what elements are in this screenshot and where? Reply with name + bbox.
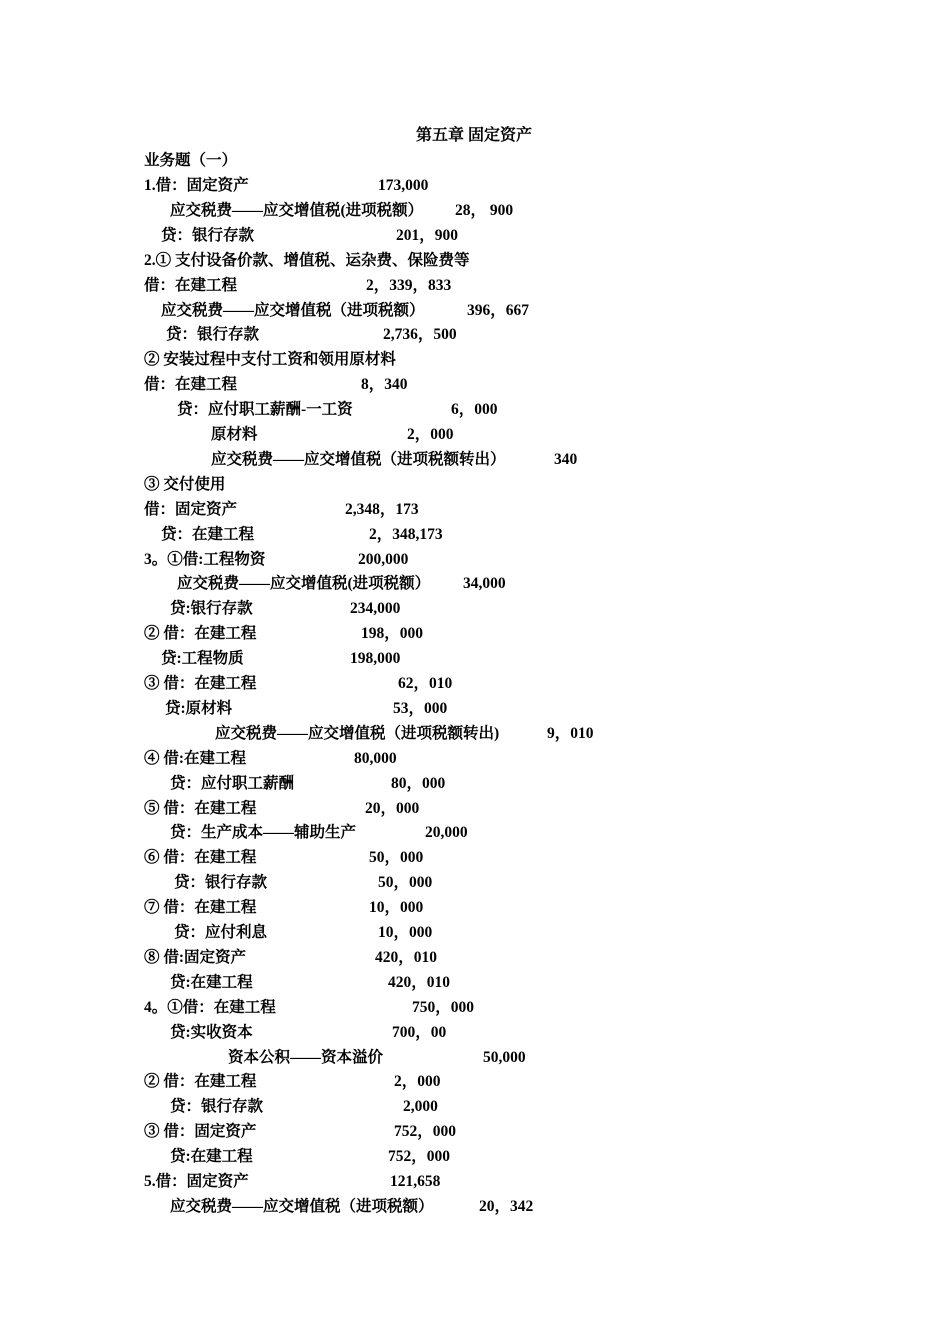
entry-account: ⑤ 借：在建工程 <box>144 800 257 817</box>
entry-account: 贷:工程物质 <box>161 650 244 667</box>
entry-account: 应交税费——应交增值税（进项税额转出） <box>211 451 506 468</box>
entry-account: 贷：银行存款 <box>174 874 268 891</box>
page-title: 第五章 固定资产 <box>416 127 533 144</box>
entry-amount: 28， 900 <box>455 202 514 219</box>
entry-account: 资本公积——资本溢价 <box>228 1049 384 1066</box>
entry-account: 贷:原材料 <box>165 700 233 717</box>
entry-account: 贷：生产成本——辅助生产 <box>170 824 357 841</box>
entry-account: 原材料 <box>211 426 258 443</box>
entry-amount: 8，340 <box>361 376 408 393</box>
entry-account: ⑥ 借：在建工程 <box>144 849 257 866</box>
entry-account: 贷:在建工程 <box>170 974 253 991</box>
entry-amount: 20,000 <box>425 824 468 841</box>
entry-account: ③ 借：在建工程 <box>144 675 257 692</box>
entry-account: 应交税费——应交增值税（进项税额） <box>170 1198 434 1215</box>
entry-account: 应交税费——应交增值税(进项税额） <box>177 575 431 592</box>
entry-amount: 62，010 <box>398 675 453 692</box>
entry-account: 3。①借:工程物资 <box>144 551 266 568</box>
entry-amount: 340 <box>554 451 578 468</box>
entry-account: 贷：银行存款 <box>166 326 260 343</box>
entry-account: 5.借：固定资产 <box>144 1173 249 1190</box>
entry-account: 2.① 支付设备价款、增值税、运杂费、保险费等 <box>144 252 470 269</box>
entry-amount: 2，339，833 <box>366 277 452 294</box>
entry-amount: 10，000 <box>369 899 424 916</box>
entry-amount: 200,000 <box>358 551 409 568</box>
entry-account: ⑧ 借:固定资产 <box>144 949 247 966</box>
entry-amount: 2，000 <box>407 426 454 443</box>
entry-account: 借：在建工程 <box>144 376 238 393</box>
entry-account: ② 借：在建工程 <box>144 625 257 642</box>
entry-account: 贷：银行存款 <box>170 1098 264 1115</box>
entry-amount: 234,000 <box>350 600 401 617</box>
entry-account: 贷：应付利息 <box>174 924 268 941</box>
entry-amount: 20，342 <box>479 1198 534 1215</box>
entry-amount: 396，667 <box>467 302 530 319</box>
entry-account: 应交税费——应交增值税(进项税额） <box>170 202 424 219</box>
entry-amount: 20，000 <box>365 800 420 817</box>
entry-account: 贷：应付职工薪酬-一工资 <box>177 401 353 418</box>
entry-amount: 2,000 <box>403 1098 438 1115</box>
entry-amount: 50，000 <box>378 874 433 891</box>
entry-account: 借：固定资产 <box>144 501 238 518</box>
entry-amount: 2,348，173 <box>345 501 419 518</box>
entry-account: 借：在建工程 <box>144 277 238 294</box>
entry-amount: 750，000 <box>412 999 475 1016</box>
entry-amount: 752，000 <box>394 1123 457 1140</box>
entry-account: ⑦ 借：在建工程 <box>144 899 257 916</box>
entry-account: 贷:银行存款 <box>170 600 253 617</box>
entry-amount: 198，000 <box>361 625 424 642</box>
entry-amount: 80，000 <box>391 775 446 792</box>
entry-account: 贷：银行存款 <box>161 227 255 244</box>
entry-amount: 9，010 <box>547 725 594 742</box>
entry-account: ③ 交付使用 <box>144 476 226 493</box>
entry-amount: 10，000 <box>378 924 433 941</box>
entry-amount: 420，010 <box>375 949 438 966</box>
entry-amount: 420，010 <box>388 974 451 991</box>
entry-amount: 201，900 <box>396 227 459 244</box>
entry-account: ③ 借：固定资产 <box>144 1123 257 1140</box>
entry-amount: 80,000 <box>354 750 397 767</box>
entry-account: 1.借：固定资产 <box>144 177 249 194</box>
entry-account: ② 借：在建工程 <box>144 1073 257 1090</box>
entry-amount: 752，000 <box>388 1148 451 1165</box>
section-heading: 业务题（一） <box>144 152 238 169</box>
entry-amount: 50,000 <box>483 1049 526 1066</box>
entry-amount: 700，00 <box>392 1024 447 1041</box>
entry-account: 贷：在建工程 <box>161 526 255 543</box>
entry-amount: 2,736，500 <box>383 326 457 343</box>
entry-amount: 34,000 <box>463 575 506 592</box>
entry-account: 应交税费——应交增值税（进项税额） <box>161 302 425 319</box>
entry-account: ② 安装过程中支付工资和领用原材料 <box>144 351 396 368</box>
entry-account: 贷:实收资本 <box>170 1024 253 1041</box>
entry-amount: 2，000 <box>394 1073 441 1090</box>
entry-account: 应交税费——应交增值税（进项税额转出) <box>215 725 500 742</box>
entry-amount: 50，000 <box>369 849 424 866</box>
entry-amount: 6，000 <box>451 401 498 418</box>
entry-account: 贷:在建工程 <box>170 1148 253 1165</box>
entry-account: 贷：应付职工薪酬 <box>170 775 295 792</box>
entry-amount: 198,000 <box>350 650 401 667</box>
entry-amount: 2，348,173 <box>369 526 443 543</box>
entry-amount: 173,000 <box>378 177 429 194</box>
entry-account: ④ 借:在建工程 <box>144 750 247 767</box>
entry-amount: 53，000 <box>393 700 448 717</box>
entry-amount: 121,658 <box>390 1173 441 1190</box>
entry-account: 4。①借：在建工程 <box>144 999 276 1016</box>
